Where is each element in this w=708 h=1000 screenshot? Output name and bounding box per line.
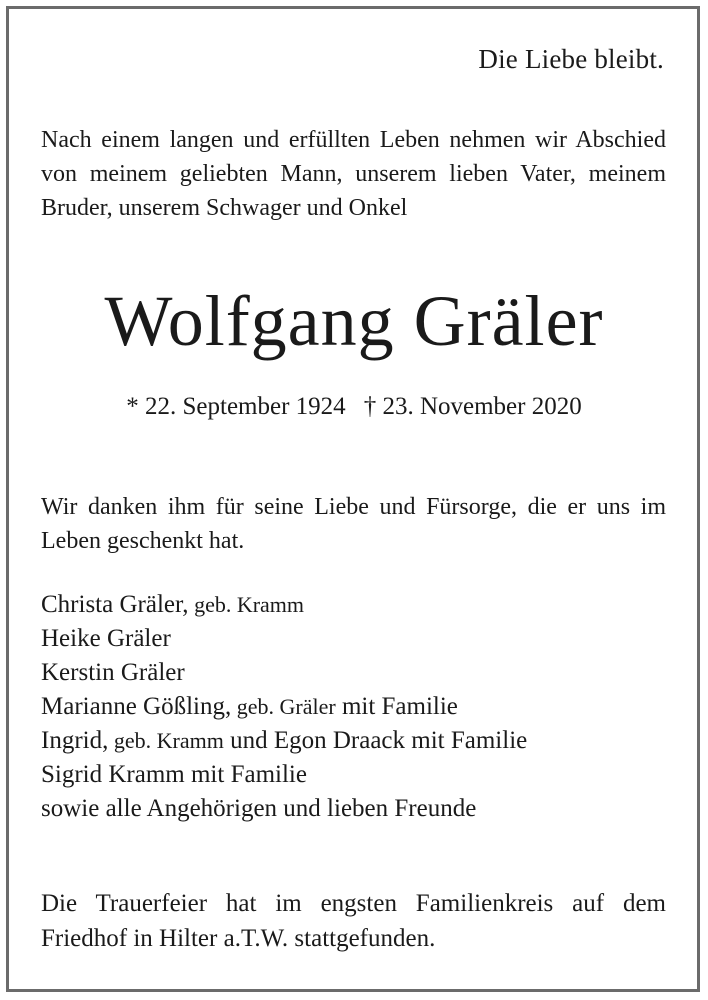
birth-date: * 22. September 1924 bbox=[126, 393, 346, 420]
intro-text: Nach einem langen und erfüllten Leben nehmen wir Abschied von meinem geliebten Mann, unserem lieben Vater, meinem Bruder, unserem Schwager und Onkel bbox=[41, 127, 666, 221]
life-dates bbox=[0, 393, 708, 421]
mourner-line: Sigrid Kramm mit Familie bbox=[41, 761, 307, 788]
mourner-line: Kerstin Gräler bbox=[41, 659, 185, 686]
mourners-list bbox=[41, 588, 681, 826]
mourner-line: Christa Gräler, geb. Kramm bbox=[41, 591, 305, 618]
mourner-line: sowie alle Angehörigen und lieben Freunde bbox=[41, 795, 477, 822]
motto: Die Liebe bleibt. bbox=[478, 44, 664, 74]
mourner-line: Heike Gräler bbox=[41, 625, 171, 652]
thanks-text: Wir danken ihm für seine Liebe und Fürsorge, die er uns im Leben geschenkt hat. bbox=[41, 494, 666, 554]
closing-text: Die Trauerfeier hat im engsten Familienkreis auf dem Friedhof in Hilter a.T.W. stattgefunden. bbox=[41, 890, 666, 952]
mourner-line: Marianne Gößling, geb. Gräler mit Familie bbox=[41, 693, 458, 720]
death-date: † 23. November 2020 bbox=[363, 393, 582, 420]
deceased-name: Wolfgang Gräler bbox=[104, 281, 604, 361]
mourner-line: Ingrid, geb. Kramm und Egon Draack mit Familie bbox=[41, 727, 528, 754]
